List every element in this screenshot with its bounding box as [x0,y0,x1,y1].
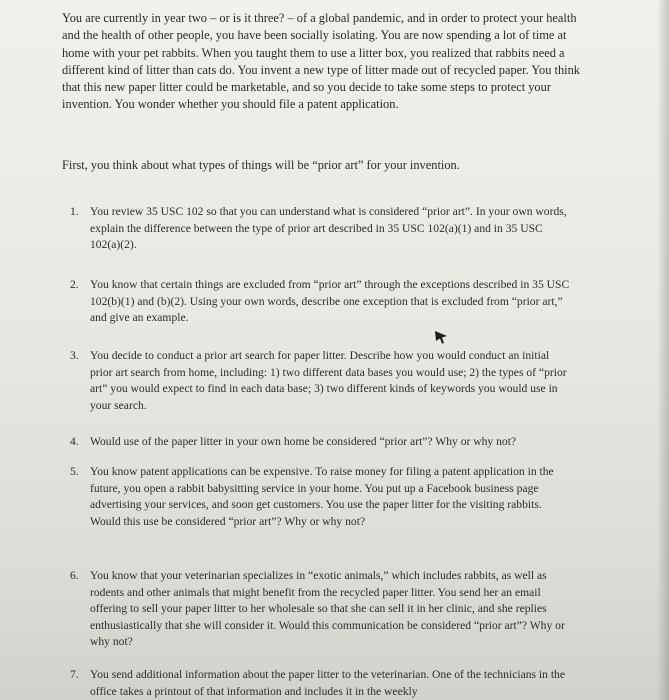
question-text: Would use of the paper litter in your own home be considered “prior art”? Why or why not? [90,435,517,448]
question-text: You know patent applications can be expensive. To raise money for filing a patent application in the future, you open a rabbit babysitting service in your home. You put up a Facebook business page advertising your services, and soon get customers. You use the paper litter for the visiting rabbits. Would this use be considered “prior art”? Why or why not? [90,465,554,528]
first-line: First, you think about what types of things will be “prior art” for your invention. [62,158,460,172]
question-4 [70,434,570,451]
question-text: You know that your veterinarian specializes in “exotic animals,” which includes rabbits, as well as rodents and other animals that might benefit from the recycled paper litter. You send her an email offering to sell your paper litter to her wholesale so that she can sell it in her clinic, and she replies enthusiastically that she will consider it. Would this communication be considered “prior art”? Why or why not? [90,569,565,649]
question-2 [70,277,570,327]
question-1 [70,204,570,254]
question-number: 2. [70,278,79,291]
intro-text: You are currently in year two – or is it three? – of a global pandemic, and in order to protect your health and the health of other people, you have been socially isolating. You are now spending a lot of time at home with your pet rabbits. When you taught them to use a litter box, you realized that rabbits need a different kind of litter than cats do. You invent a new type of litter made out of recycled paper. You think that this new paper litter could be marketable, and so you decide to take some steps to protect your invention. You wonder whether you should file a patent application. [62,11,580,112]
question-5 [70,464,570,530]
intro-paragraph [62,10,594,114]
page-shadow-edge [657,0,669,700]
question-text: You review 35 USC 102 so that you can understand what is considered “prior art”. In your own words, explain the difference between the type of prior art described in 35 USC 102(a)(1) and in 35 USC 102(a)(2). [90,205,567,252]
question-number: 6. [70,569,79,582]
question-number: 3. [70,349,79,362]
question-number: 5. [70,465,79,478]
question-number: 1. [70,205,79,218]
question-number: 7. [70,668,79,681]
question-6 [70,568,570,651]
question-text: You decide to conduct a prior art search for paper litter. Describe how you would conduct an initial prior art search from home, including: 1) two different data bases you would use; 2) the types of “prior art” you would expect to find in each data base; 3) two different kinds of keywords you would use in your search. [90,349,567,412]
question-3 [70,348,570,414]
question-text: You know that certain things are excluded from “prior art” through the exceptions described in 35 USC 102(b)(1) and (b)(2). Using your own words, describe one exception that is excluded from “prior art,” and give an example. [90,278,570,325]
mouse-pointer-icon [434,330,448,344]
question-text: You send additional information about the paper litter to the veterinarian. One of the technicians in the office takes a printout of that information and includes it in the weekly [90,668,565,698]
question-number: 4. [70,435,79,448]
question-7 [70,667,570,700]
